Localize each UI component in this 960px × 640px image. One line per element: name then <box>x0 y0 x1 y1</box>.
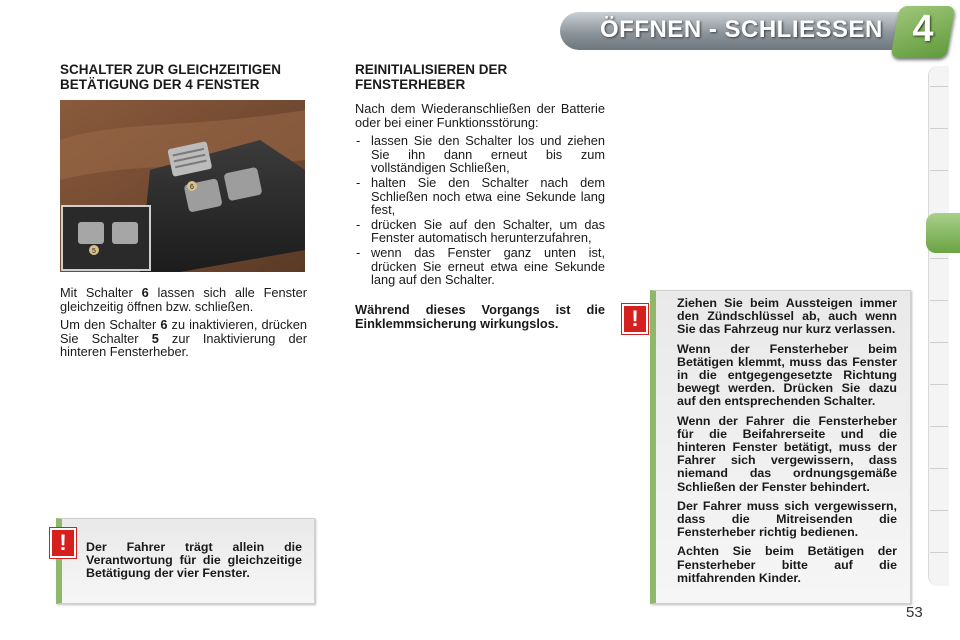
warning-paragraph: Achten Sie beim Betätigen der Fensterheber bitte auf die mitfahrenden Kinder. <box>677 544 897 585</box>
section-heading-reinit: REINITIALISIEREN DER FENSTERHEBER <box>355 62 508 92</box>
warning-paragraph: Wenn der Fahrer die Fensterheber für die Beifahrerseite und die hinteren Fenster betätigt, muss der Fahrer sich vergewissern, dass niemand das ordnungsgemäße Schließen der Fenster behindert. <box>677 413 897 494</box>
list-item: - halten Sie den Schalter nach dem Schließen noch etwa eine Sekunde lang fest, <box>355 176 605 217</box>
chapter-tab[interactable] <box>930 510 948 511</box>
warning-paragraph: Der Fahrer muss sich vergewissern, dass die Mitreisenden die Fensterheber richtig bedienen. <box>677 498 897 540</box>
warning-icon: ! <box>50 528 76 558</box>
chapter-tab[interactable] <box>930 300 948 301</box>
anti-pinch-note: Während dieses Vorgangs ist die Einklemmsicherung wirkungslos. <box>355 301 605 331</box>
chapter-tab[interactable] <box>930 258 948 259</box>
section-heading-simultaneous: SCHALTER ZUR GLEICHZEITIGEN BETÄTIGUNG DER 4 FENSTER <box>60 62 281 92</box>
list-item: - drücken Sie auf den Schalter, um das Fenster automatisch herunterzufahren, <box>355 218 605 245</box>
chapter-tab[interactable] <box>930 86 948 87</box>
page-number: 53 <box>906 604 923 621</box>
warning-text-safety <box>677 297 897 591</box>
warning-paragraph: Wenn der Fensterheber beim Betätigen klemmt, muss das Fenster in die entgegengesetzte Richtung bewegt werden. Drücken Sie dazu auf den entsprechenden Schalter. <box>677 341 897 409</box>
reinit-intro: Nach dem Wiederanschließen der Batterie oder bei einer Funktionsstörung: <box>355 101 605 130</box>
window-switch-illustration <box>60 100 305 272</box>
middle-body-text <box>355 102 605 336</box>
chapter-tab[interactable] <box>930 342 948 343</box>
window-switch-photo <box>60 100 305 272</box>
chapter-tab-active[interactable] <box>926 213 960 253</box>
list-item: - wenn das Fenster ganz unten ist, drücken Sie erneut etwa eine Sekunde lang auf den Schalter. <box>355 246 605 287</box>
chapter-tab[interactable] <box>930 384 948 385</box>
reinit-steps-list <box>355 134 605 287</box>
chapter-tab[interactable] <box>930 128 948 129</box>
warning-paragraph: Ziehen Sie beim Aussteigen immer den Zündschlüssel ab, auch wenn Sie das Fahrzeug nur kurz verlassen. <box>677 296 897 337</box>
chapter-tab[interactable] <box>930 552 948 553</box>
paragraph-deactivate: Um den Schalter 6 zu inaktivieren, drücken Sie Schalter 5 zur Inaktivierung der hinteren Fensterheber. <box>60 317 307 360</box>
callout-6: 6 <box>190 184 194 191</box>
chapter-tab[interactable] <box>930 468 948 469</box>
chapter-tabs-rail <box>928 66 949 586</box>
chapter-tab[interactable] <box>930 426 948 427</box>
list-item: - lassen Sie den Schalter los und ziehen Sie ihn dann erneut bis zum vollständigen Schließen, <box>355 134 605 175</box>
paragraph-switch-6: Mit Schalter 6 lassen sich alle Fenster gleichzeitig öffnen bzw. schließen. <box>60 285 307 314</box>
callout-5: 5 <box>92 248 96 255</box>
chapter-tab[interactable] <box>930 170 948 171</box>
warning-text-driver-responsibility: Der Fahrer trägt allein die Verantwortung für die gleichzeitige Betätigung der vier Fenster. <box>86 540 302 581</box>
left-body-text <box>60 286 307 364</box>
page-title: ÖFFNEN - SCHLIESSEN <box>600 16 883 43</box>
chapter-number: 4 <box>912 8 934 50</box>
warning-icon: ! <box>622 304 648 334</box>
